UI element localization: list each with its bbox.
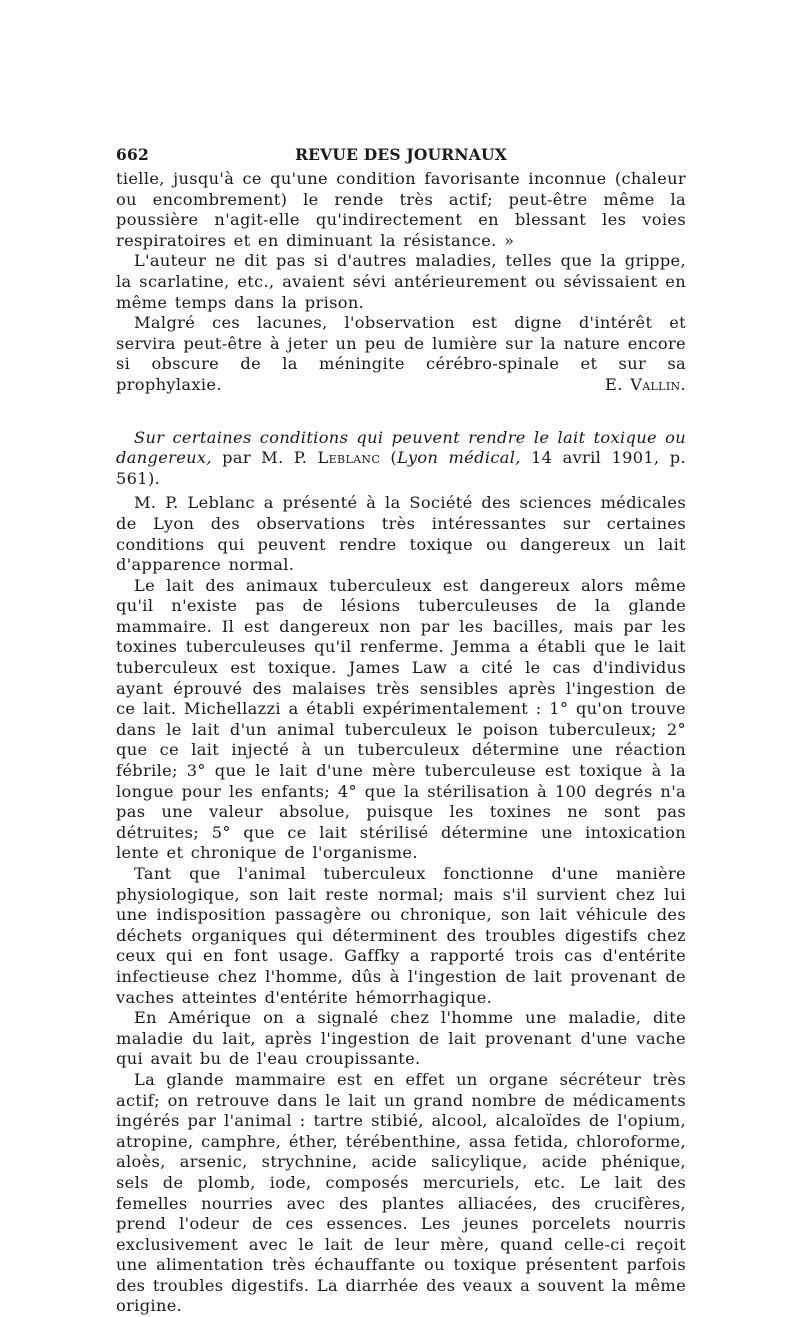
article-paragraph: M. P. Leblanc a présenté à la Société des sciences médicales de Lyon des observations très intéressantes sur certaines conditions qui peuvent rendre toxique ou dangereux un lait d'apparence normal. [116, 493, 686, 575]
article-paragraph: La glande mammaire est en effet un organe sécréteur très actif; on retrouve dans le lait un grand nombre de médicaments ingérés par l'animal : tartre stibié, alcool, alcaloïdes de l'opium, atropine, camphre, éther, térébenthine, assa fetida, chloroforme, aloès, arsenic, strychnine, acide salicylique, acide phénique, sels de plomb, iode, composés mercuriels, etc. Le lait des femelles nourries avec des plantes alliacées, des crucifères, prend l'odeur de ces essences. Les jeunes porcelets nourris exclusivement avec le lait de leur mère, quand celle-ci reçoit une alimentation très échauffante ou toxique présentent parfois des troubles digestifs. La diarrhée des veaux a souvent la même origine. [116, 1069, 686, 1316]
source-journal: Lyon médical, [397, 448, 521, 468]
article-author: Leblanc [317, 448, 381, 468]
previous-article-paragraph: L'auteur ne dit pas si d'autres maladies, telles que la grippe, la scarlatine, etc., avaient sévi antérieurement ou sévissaient en même temps dans la prison. [116, 251, 686, 312]
previous-article-paragraph: tielle, jusqu'à ce qu'une condition favorisante inconnue (chaleur ou encombrement) le rende très actif; peut-être même la poussière n'agit-elle qu'indirectement en blessant les voies respiratoires et en diminuant la résistance. » [116, 169, 686, 250]
reference-details: 14 avril 1901, p. 561). [116, 448, 686, 488]
article-title: Sur certaines conditions qui peuvent rendre le lait toxique ou dangereux, [116, 427, 686, 468]
closing-paragraph-text: Malgré ces lacunes, l'observation est digne d'intérêt et servira peut-être à jeter un peu de lumière sur la nature encore si obscure de la méningite cérébro-spinale et sur sa prophylaxie. [116, 313, 686, 394]
article-paragraph: Tant que l'animal tuberculeux fonctionne d'une manière physiologique, son lait reste normal; mais s'il survient chez lui une indisposition passagère ou chronique, son lait véhicule des déchets organiques qui déterminent des troubles digestifs chez ceux qui en font usage. Gaffky a rapporté trois cas d'entérite infectieuse chez l'homme, dûs à l'ingestion de lait provenant de vaches atteintes d'entérite hémorrhagique. [116, 864, 686, 1007]
article-heading [116, 428, 686, 490]
previous-article-closing-paragraph [116, 313, 686, 395]
journal-title: REVUE DES JOURNAUX [295, 145, 507, 164]
article-paragraph: En Amérique on a signalé chez l'homme une maladie, dite maladie du lait, après l'ingestion de lait provenant d'une vache qui avait bu de l'eau croupissante. [116, 1008, 686, 1069]
running-head [116, 145, 686, 169]
author-prefix: par M. P. [211, 448, 318, 468]
article-paragraph: Le lait des animaux tuberculeux est dangereux alors même qu'il n'existe pas de lésions tuberculeuses de la glande mammaire. Il est dangereux non par les bacilles, mais par les toxines tuberculeuses qu'il renferme. Jemma a établi que le lait tuberculeux est toxique. James Law a cité le cas d'individus ayant éprouvé des malaises très sensibles après l'ingestion de ce lait. Michellazzi a établi expérimentalement : 1° qu'on trouve dans le lait d'un animal tuberculeux le poison tuberculeux; 2° que ce lait injecté à un tuberculeux détermine une réaction fébrile; 3° que le lait d'une mère tuberculeuse est toxique à la longue pour les enfants; 4° que la stérilisation à 100 degrés n'a pas une valeur absolue, puisque les toxines ne sont pas détruites; 5° que ce lait stérilisé détermine une intoxication lente et chronique de l'organisme. [116, 575, 686, 863]
journal-page [116, 145, 686, 1317]
section-separator [116, 396, 686, 428]
reference-open: ( [380, 448, 398, 468]
page-number: 662 [116, 145, 149, 164]
author-signature: E. Vallin. [605, 374, 686, 394]
